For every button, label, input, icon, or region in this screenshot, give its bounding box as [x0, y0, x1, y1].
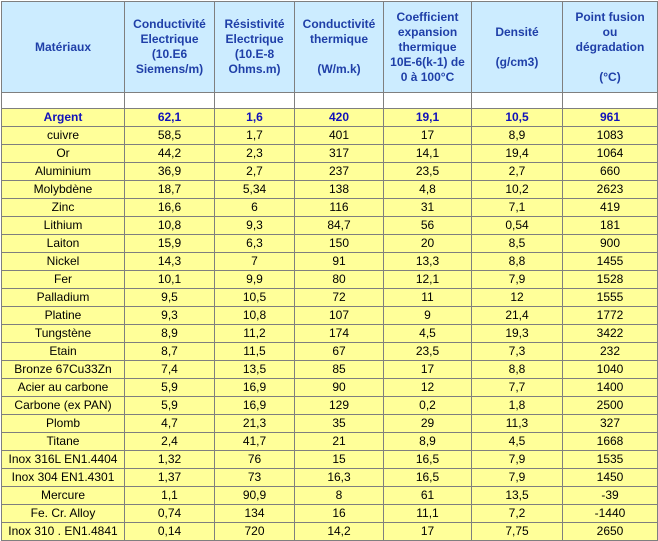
resistivite-cell: 11,5 — [215, 343, 295, 361]
resistivite-cell: 16,9 — [215, 397, 295, 415]
densite-cell: 10,2 — [472, 181, 563, 199]
resistivite-cell: 2,3 — [215, 145, 295, 163]
material-cell: Aluminium — [2, 163, 125, 181]
expansion-cell: 9 — [384, 307, 472, 325]
expansion-cell: 31 — [384, 199, 472, 217]
expansion-cell: 20 — [384, 235, 472, 253]
header-line: Coefficient — [396, 9, 459, 24]
conductivite-electrique-cell: 2,4 — [125, 433, 215, 451]
point-fusion-cell: 660 — [563, 163, 658, 181]
material-cell: cuivre — [2, 127, 125, 145]
densite-cell: 7,3 — [472, 343, 563, 361]
expansion-cell: 17 — [384, 127, 472, 145]
conductivite-electrique-cell: 62,1 — [125, 109, 215, 127]
densite-cell: 7,9 — [472, 451, 563, 469]
conductivite-electrique-cell: 9,3 — [125, 307, 215, 325]
spacer-cell — [563, 93, 658, 109]
resistivite-cell: 11,2 — [215, 325, 295, 343]
conductivite-thermique-cell: 138 — [295, 181, 384, 199]
resistivite-cell: 9,9 — [215, 271, 295, 289]
conductivite-thermique-cell: 16 — [295, 505, 384, 523]
conductivite-thermique-cell: 150 — [295, 235, 384, 253]
conductivite-thermique-cell: 91 — [295, 253, 384, 271]
material-cell: Acier au carbone — [2, 379, 125, 397]
resistivite-cell: 5,34 — [215, 181, 295, 199]
material-cell: Titane — [2, 433, 125, 451]
conductivite-electrique-cell: 16,6 — [125, 199, 215, 217]
header-materiaux — [2, 2, 125, 93]
expansion-cell: 16,5 — [384, 451, 472, 469]
material-cell: Zinc — [2, 199, 125, 217]
point-fusion-cell: 3422 — [563, 325, 658, 343]
header-densite — [472, 2, 563, 93]
table-row — [2, 433, 658, 451]
conductivite-thermique-cell: 107 — [295, 307, 384, 325]
expansion-cell: 12,1 — [384, 271, 472, 289]
point-fusion-cell: 2623 — [563, 181, 658, 199]
densite-cell: 8,5 — [472, 235, 563, 253]
resistivite-cell: 720 — [215, 523, 295, 541]
header-line: ou — [602, 24, 618, 39]
conductivite-electrique-cell: 10,1 — [125, 271, 215, 289]
spacer-cell — [125, 93, 215, 109]
expansion-cell: 23,5 — [384, 343, 472, 361]
conductivite-electrique-cell: 10,8 — [125, 217, 215, 235]
header-line: expansion — [397, 24, 458, 39]
header-line: Conductivité — [133, 17, 206, 31]
material-cell: Carbone (ex PAN) — [2, 397, 125, 415]
conductivite-electrique-cell: 0,74 — [125, 505, 215, 523]
densite-cell: 7,2 — [472, 505, 563, 523]
resistivite-cell: 6 — [215, 199, 295, 217]
table-row — [2, 199, 658, 217]
point-fusion-cell: 1040 — [563, 361, 658, 379]
resistivite-cell: 90,9 — [215, 487, 295, 505]
conductivite-electrique-cell: 9,5 — [125, 289, 215, 307]
header-line: (°C) — [599, 69, 621, 84]
table-row — [2, 469, 658, 487]
point-fusion-cell: 1064 — [563, 145, 658, 163]
densite-cell: 2,7 — [472, 163, 563, 181]
header-conductivite-thermique — [295, 2, 384, 93]
densite-cell: 0,54 — [472, 217, 563, 235]
header-line: Conductivité — [302, 17, 376, 31]
table-row — [2, 343, 658, 361]
resistivite-cell: 76 — [215, 451, 295, 469]
material-cell: Or — [2, 145, 125, 163]
resistivite-cell: 134 — [215, 505, 295, 523]
point-fusion-cell: 2650 — [563, 523, 658, 541]
material-cell: Lithium — [2, 217, 125, 235]
expansion-cell: 23,5 — [384, 163, 472, 181]
spacer-cell — [472, 93, 563, 109]
conductivite-electrique-cell: 8,9 — [125, 325, 215, 343]
header-coefficient-expansion — [384, 2, 472, 93]
material-cell: Nickel — [2, 253, 125, 271]
resistivite-cell: 10,5 — [215, 289, 295, 307]
conductivite-electrique-cell: 18,7 — [125, 181, 215, 199]
table-row — [2, 235, 658, 253]
table-row — [2, 415, 658, 433]
spacer-cell — [295, 93, 384, 109]
expansion-cell: 11,1 — [384, 505, 472, 523]
expansion-cell: 19,1 — [384, 109, 472, 127]
densite-cell: 19,4 — [472, 145, 563, 163]
densite-cell: 8,8 — [472, 253, 563, 271]
point-fusion-cell: 1668 — [563, 433, 658, 451]
material-cell: Fer — [2, 271, 125, 289]
table-row — [2, 307, 658, 325]
point-fusion-cell: 900 — [563, 235, 658, 253]
point-fusion-cell: 1083 — [563, 127, 658, 145]
header-line: Ohms.m) — [228, 62, 281, 76]
expansion-cell: 16,5 — [384, 469, 472, 487]
header-line: Electrique — [140, 32, 199, 46]
densite-cell: 1,8 — [472, 397, 563, 415]
resistivite-cell: 10,8 — [215, 307, 295, 325]
point-fusion-cell: 2500 — [563, 397, 658, 415]
point-fusion-cell: 232 — [563, 343, 658, 361]
point-fusion-cell: 1555 — [563, 289, 658, 307]
material-cell: Etain — [2, 343, 125, 361]
header-line: Electrique — [225, 32, 284, 46]
expansion-cell: 13,3 — [384, 253, 472, 271]
table-header — [2, 2, 658, 109]
point-fusion-cell: 1455 — [563, 253, 658, 271]
material-cell: Inox 304 EN1.4301 — [2, 469, 125, 487]
conductivite-thermique-cell: 35 — [295, 415, 384, 433]
conductivite-thermique-cell: 317 — [295, 145, 384, 163]
table-row — [2, 379, 658, 397]
conductivite-thermique-cell: 237 — [295, 163, 384, 181]
conductivite-thermique-cell: 8 — [295, 487, 384, 505]
expansion-cell: 29 — [384, 415, 472, 433]
header-line: (10.E-8 — [234, 47, 275, 61]
table-row — [2, 289, 658, 307]
table-row — [2, 145, 658, 163]
material-cell: Plomb — [2, 415, 125, 433]
densite-cell: 13,5 — [472, 487, 563, 505]
point-fusion-cell: 1772 — [563, 307, 658, 325]
header-line: Siemens/m) — [135, 62, 204, 76]
resistivite-cell: 21,3 — [215, 415, 295, 433]
material-cell: Bronze 67Cu33Zn — [2, 361, 125, 379]
densite-cell: 11,3 — [472, 415, 563, 433]
table-row — [2, 325, 658, 343]
table-row — [2, 361, 658, 379]
spacer-row — [2, 93, 658, 109]
material-cell: Tungstène — [2, 325, 125, 343]
conductivite-electrique-cell: 0,14 — [125, 523, 215, 541]
table-row — [2, 181, 658, 199]
densite-cell: 7,7 — [472, 379, 563, 397]
conductivite-electrique-cell: 15,9 — [125, 235, 215, 253]
header-line: thermique — [309, 32, 368, 46]
point-fusion-cell: 1528 — [563, 271, 658, 289]
conductivite-thermique-cell: 80 — [295, 271, 384, 289]
conductivite-electrique-cell: 36,9 — [125, 163, 215, 181]
conductivite-thermique-cell: 14,2 — [295, 523, 384, 541]
point-fusion-cell: -39 — [563, 487, 658, 505]
header-conductivite-electrique — [125, 2, 215, 93]
expansion-cell: 12 — [384, 379, 472, 397]
header-resistivite-electrique — [215, 2, 295, 93]
point-fusion-cell: 419 — [563, 199, 658, 217]
expansion-cell: 61 — [384, 487, 472, 505]
conductivite-electrique-cell: 1,37 — [125, 469, 215, 487]
materials-table — [1, 1, 658, 541]
conductivite-electrique-cell: 44,2 — [125, 145, 215, 163]
resistivite-cell: 6,3 — [215, 235, 295, 253]
table-body — [2, 109, 658, 541]
conductivite-electrique-cell: 5,9 — [125, 397, 215, 415]
conductivite-thermique-cell: 129 — [295, 397, 384, 415]
table-row — [2, 163, 658, 181]
conductivite-thermique-cell: 72 — [295, 289, 384, 307]
resistivite-cell: 9,3 — [215, 217, 295, 235]
conductivite-electrique-cell: 8,7 — [125, 343, 215, 361]
spacer-cell — [384, 93, 472, 109]
conductivite-electrique-cell: 1,1 — [125, 487, 215, 505]
table-row — [2, 451, 658, 469]
header-line: (10.E6 — [151, 47, 188, 61]
conductivite-thermique-cell: 401 — [295, 127, 384, 145]
header-line: thermique — [398, 39, 457, 54]
spacer-cell — [2, 93, 125, 109]
conductivite-thermique-cell: 21 — [295, 433, 384, 451]
point-fusion-cell: -1440 — [563, 505, 658, 523]
table-row — [2, 109, 658, 127]
conductivite-electrique-cell: 4,7 — [125, 415, 215, 433]
resistivite-cell: 7 — [215, 253, 295, 271]
resistivite-cell: 1,7 — [215, 127, 295, 145]
resistivite-cell: 2,7 — [215, 163, 295, 181]
resistivite-cell: 1,6 — [215, 109, 295, 127]
table-row — [2, 397, 658, 415]
point-fusion-cell: 327 — [563, 415, 658, 433]
header-line: 10E-6(k-1) de — [390, 54, 465, 69]
material-cell: Palladium — [2, 289, 125, 307]
table-row — [2, 505, 658, 523]
densite-cell: 7,1 — [472, 199, 563, 217]
header-line: Résistivité — [224, 17, 285, 31]
point-fusion-cell: 1400 — [563, 379, 658, 397]
material-cell: Inox 316L EN1.4404 — [2, 451, 125, 469]
point-fusion-cell: 1450 — [563, 469, 658, 487]
conductivite-thermique-cell: 67 — [295, 343, 384, 361]
material-cell: Platine — [2, 307, 125, 325]
expansion-cell: 4,5 — [384, 325, 472, 343]
header-line: dégradation — [575, 39, 645, 54]
expansion-cell: 17 — [384, 523, 472, 541]
expansion-cell: 0,2 — [384, 397, 472, 415]
header-point-fusion — [563, 2, 658, 93]
point-fusion-cell: 961 — [563, 109, 658, 127]
header-line: (g/cm3) — [495, 54, 539, 69]
conductivite-thermique-cell: 174 — [295, 325, 384, 343]
material-cell: Molybdène — [2, 181, 125, 199]
header-line: 0 à 100°C — [400, 69, 455, 84]
expansion-cell: 8,9 — [384, 433, 472, 451]
expansion-cell: 56 — [384, 217, 472, 235]
densite-cell: 7,9 — [472, 271, 563, 289]
conductivite-thermique-cell: 90 — [295, 379, 384, 397]
conductivite-thermique-cell: 84,7 — [295, 217, 384, 235]
table-row — [2, 271, 658, 289]
conductivite-electrique-cell: 58,5 — [125, 127, 215, 145]
material-cell: Inox 310 . EN1.4841 — [2, 523, 125, 541]
table-row — [2, 217, 658, 235]
conductivite-thermique-cell: 15 — [295, 451, 384, 469]
resistivite-cell: 13,5 — [215, 361, 295, 379]
table-row — [2, 523, 658, 541]
table-row — [2, 127, 658, 145]
material-cell: Fe. Cr. Alloy — [2, 505, 125, 523]
densite-cell: 19,3 — [472, 325, 563, 343]
material-cell: Laiton — [2, 235, 125, 253]
table-row — [2, 253, 658, 271]
spacer-cell — [215, 93, 295, 109]
expansion-cell: 14,1 — [384, 145, 472, 163]
densite-cell: 8,8 — [472, 361, 563, 379]
densite-cell: 12 — [472, 289, 563, 307]
material-cell: Argent — [2, 109, 125, 127]
header-line: Point fusion — [575, 9, 645, 24]
resistivite-cell: 41,7 — [215, 433, 295, 451]
densite-cell: 7,75 — [472, 523, 563, 541]
conductivite-electrique-cell: 14,3 — [125, 253, 215, 271]
densite-cell: 10,5 — [472, 109, 563, 127]
resistivite-cell: 73 — [215, 469, 295, 487]
conductivite-electrique-cell: 5,9 — [125, 379, 215, 397]
conductivite-thermique-cell: 116 — [295, 199, 384, 217]
expansion-cell: 17 — [384, 361, 472, 379]
table-row — [2, 487, 658, 505]
point-fusion-cell: 1535 — [563, 451, 658, 469]
densite-cell: 7,9 — [472, 469, 563, 487]
header-materiaux-label: Matériaux — [34, 39, 92, 54]
expansion-cell: 11 — [384, 289, 472, 307]
densite-cell: 4,5 — [472, 433, 563, 451]
resistivite-cell: 16,9 — [215, 379, 295, 397]
material-cell: Mercure — [2, 487, 125, 505]
header-line: (W/m.k) — [317, 62, 361, 76]
densite-cell: 8,9 — [472, 127, 563, 145]
conductivite-thermique-cell: 420 — [295, 109, 384, 127]
conductivite-thermique-cell: 85 — [295, 361, 384, 379]
header-line: Densité — [495, 24, 539, 39]
point-fusion-cell: 181 — [563, 217, 658, 235]
expansion-cell: 4,8 — [384, 181, 472, 199]
densite-cell: 21,4 — [472, 307, 563, 325]
conductivite-electrique-cell: 1,32 — [125, 451, 215, 469]
conductivite-thermique-cell: 16,3 — [295, 469, 384, 487]
conductivite-electrique-cell: 7,4 — [125, 361, 215, 379]
